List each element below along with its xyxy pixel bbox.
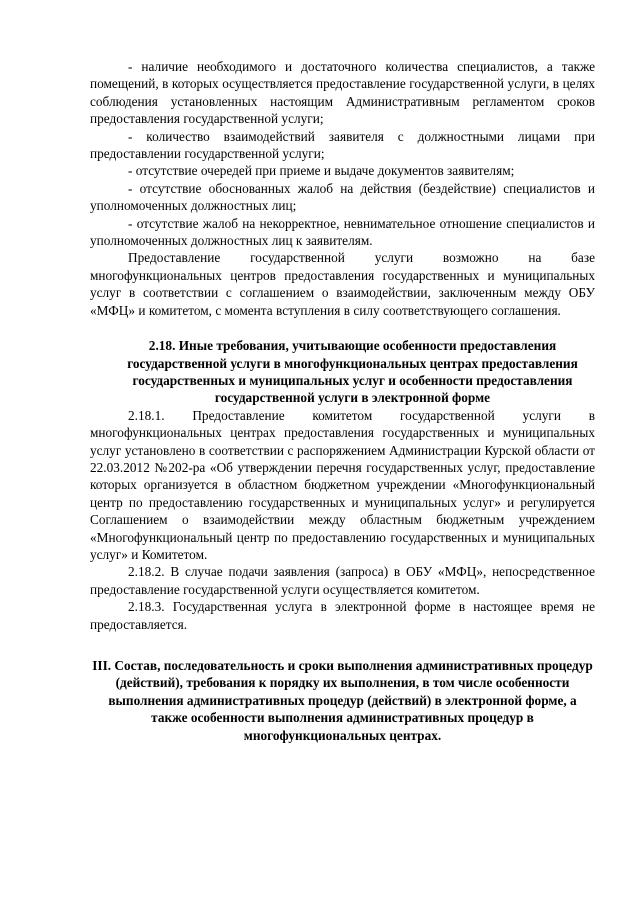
paragraph-interactions: - количество взаимодействий заявителя с должностными лицами при предоставлении государственной услуги; xyxy=(90,128,595,162)
paragraph-complaints-justified: - отсутствие обоснованных жалоб на действия (бездействие) специалистов и уполномоченных должностных лиц; xyxy=(90,180,595,214)
paragraph-2-18-3: 2.18.3. Государственная услуга в электронной форме в настоящее время не предоставляется. xyxy=(90,599,595,632)
section-heading-3: III. Состав, последовательность и сроки выполнения административных процедур (действий), требования к порядку их выполнения, в том числе особенности выполнения административных процедур (действий) в электронной форме, а также особенности выполнения административных процедур в многофункциональных центрах. xyxy=(92,658,593,743)
paragraph-2-18-2: 2.18.2. В случае подачи заявления (запроса) в ОБУ «МФЦ», непосредственное предоставление государственной услуги осуществляется комитетом. xyxy=(90,564,595,597)
document-page xyxy=(90,58,595,744)
paragraph-specialists: - наличие необходимого и достаточного количества специалистов, а также помещений, в которых осуществляется предоставление государственной услуги, в целях соблюдения установленных настоящим Административным регламентом сроков предоставления государственной услуги; xyxy=(90,59,595,127)
paragraph-2-18-1: 2.18.1. Предоставление комитетом государственной услуги в многофункциональных центрах предоставления государственных и муниципальных услуг установлено в соответствии с распоряжением Администрации Курской области от 22.03.2012 №202-ра «Об утверждении перечня государственных услуг, предоставление которых организуется в областном бюджетном учреждении «Многофункциональный центр по предоставлению государственных и муниципальных услуг» и регулируется Соглашением о взаимодействии между областным бюджетным учреждением «Многофункциональный центр по предоставлению государственных и муниципальных услуг» и Комитетом. xyxy=(90,407,595,562)
section-heading-2-18: 2.18. Иные требования, учитывающие особенности предоставления государственной услуги в многофункциональных центрах предоставления государственных и муниципальных услуг и особенности предоставления государственной услуги в электронной форме xyxy=(127,338,578,406)
paragraph-mfc-basis: Предоставление государственной услуги возможно на базе многофункциональных центров предоставления государственных и муниципальных услуг в соответствии с соглашением о взаимодействии, заключенным между ОБУ «МФЦ» и комитетом, с момента вступления в силу соответствующего соглашения. xyxy=(90,250,595,318)
paragraph-queues: - отсутствие очередей при приеме и выдаче документов заявителям; xyxy=(128,163,515,179)
paragraph-complaints-incorrect: - отсутствие жалоб на некорректное, невнимательное отношение специалистов и уполномоченных должностных лиц к заявителям. xyxy=(90,215,595,249)
